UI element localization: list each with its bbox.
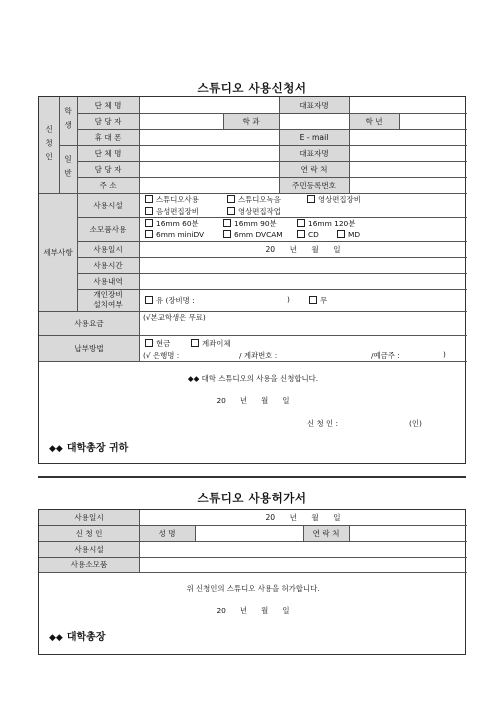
approval-form-table (38, 509, 466, 655)
approval-facilities-label: 사용시설 (39, 541, 139, 557)
payment-transfer-option[interactable]: 계좌이체 (191, 338, 231, 349)
checkbox-icon (145, 207, 153, 215)
approval-name-label: 성 명 (139, 525, 195, 541)
consumable-option-md[interactable]: MD (337, 230, 360, 239)
student-org-label: 단 체 명 (77, 97, 139, 113)
student-mobile-label: 휴 대 폰 (77, 129, 139, 145)
general-org-field[interactable] (139, 145, 279, 161)
student-group-label: 학생 (63, 107, 73, 135)
student-org-field[interactable] (139, 97, 279, 113)
checkbox-icon (145, 219, 153, 227)
general-contact-label: 연 락 처 (279, 161, 349, 177)
approval-usage-date-field[interactable]: 20 년 월 일 (265, 513, 341, 522)
facility-option-studio[interactable]: 스튜디오사용 (145, 194, 199, 205)
personal-equipment-yes-option[interactable]: 유 (장비명 : (145, 295, 195, 306)
general-group-cell (59, 145, 77, 193)
personal-equipment-close-paren: ) (287, 295, 290, 304)
payment-account-number: / 계좌번호 : (239, 351, 278, 360)
general-manager-label: 담 당 자 (77, 161, 139, 177)
general-rep-label: 대표자명 (279, 145, 349, 161)
approval-applicant-label: 신 청 인 (39, 525, 139, 541)
checkbox-icon (191, 339, 199, 347)
general-manager-field[interactable] (139, 161, 279, 177)
checkbox-icon (309, 296, 317, 304)
approval-consumables-label: 사용소모품 (39, 557, 139, 572)
facility-option-audio-editing-equipment[interactable]: 음성편집장비 (145, 206, 199, 217)
payment-bank-name: (√ 은행명 : (143, 351, 180, 360)
diamond-icon: ◆◆ (49, 633, 63, 643)
student-manager-label: 담 당 자 (77, 113, 139, 129)
consumables-label: 소모품사용 (77, 217, 139, 241)
checkbox-icon (297, 219, 305, 227)
application-statement: ◆◆ 대학 스튜디오의 사용을 신청합니다. (187, 374, 319, 383)
checkbox-icon (223, 219, 231, 227)
applicant-signature-label: 신 청 인 : (307, 419, 338, 428)
personal-equipment-no-option[interactable]: 무 (309, 295, 327, 306)
usage-time-label: 사용시간 (77, 257, 139, 273)
general-contact-field[interactable] (349, 161, 467, 177)
application-recipient: ◆◆ 대학총장 귀하 (49, 443, 129, 454)
student-year-field[interactable] (399, 113, 467, 129)
student-dept-label: 학 과 (223, 113, 279, 129)
approval-contact-field[interactable] (349, 525, 467, 541)
payment-label: 납부방법 (39, 335, 139, 361)
approval-date-line: 20 년 월 일 (216, 606, 290, 615)
checkbox-icon (223, 230, 231, 238)
application-date-line: 20 년 월 일 (216, 396, 290, 405)
approval-contact-label: 연 락 처 (303, 525, 349, 541)
applicant-group-label: 신청인 (44, 124, 54, 166)
fee-note: (√본교학생은 무료) (143, 313, 206, 322)
application-form-table (38, 96, 466, 464)
applicant-seal: (인) (409, 419, 422, 428)
checkbox-icon (145, 195, 153, 203)
facility-option-video-editing-work[interactable]: 영상편집작업 (227, 206, 281, 217)
student-manager-field[interactable] (139, 113, 223, 129)
approval-consumables-field[interactable] (139, 557, 467, 572)
general-rep-field[interactable] (349, 145, 467, 161)
student-year-label: 학 년 (349, 113, 399, 129)
checkbox-icon (297, 230, 305, 238)
fee-label: 사용요금 (39, 311, 139, 335)
diamond-icon: ◆◆ (49, 444, 63, 454)
approval-name-field[interactable] (195, 525, 303, 541)
approval-recipient: ◆◆ 대학총장 (49, 632, 106, 643)
checkbox-icon (145, 230, 153, 238)
general-group-label: 일반 (63, 155, 73, 183)
general-org-label: 단 체 명 (77, 145, 139, 161)
details-group-label: 세부사항 (39, 193, 77, 311)
checkbox-icon (337, 230, 345, 238)
payment-cash-option[interactable]: 현금 (145, 338, 170, 349)
student-group-cell (59, 97, 77, 145)
consumable-option-16mm-90[interactable]: 16mm 90분 (223, 218, 277, 229)
checkbox-icon (227, 195, 235, 203)
usage-date-label: 사용일시 (77, 241, 139, 257)
consumable-option-dvcam[interactable]: 6mm DVCAM (223, 230, 283, 239)
form-separator (38, 476, 466, 478)
student-mobile-field[interactable] (139, 129, 279, 145)
general-id-label: 주민등록번호 (279, 177, 349, 193)
approval-form-title: 스튜디오 사용허가서 (197, 491, 307, 505)
payment-account-holder: /예금주 : (371, 351, 400, 360)
approval-facilities-field[interactable] (139, 541, 467, 557)
consumable-option-minidv[interactable]: 6mm miniDV (145, 230, 204, 239)
student-rep-label: 대표자명 (279, 97, 349, 113)
general-id-field[interactable] (349, 177, 467, 193)
payment-close-paren: ) (443, 350, 446, 359)
usage-time-field[interactable] (139, 257, 467, 273)
consumable-option-16mm-120[interactable]: 16mm 120분 (297, 218, 355, 229)
student-rep-field[interactable] (349, 97, 467, 113)
approval-usage-date-label: 사용일시 (39, 510, 139, 525)
student-dept-field[interactable] (279, 113, 349, 129)
general-address-label: 주 소 (77, 177, 139, 193)
usage-content-field[interactable] (139, 273, 467, 289)
checkbox-icon (145, 339, 153, 347)
application-form-title: 스튜디오 사용신청서 (197, 81, 307, 95)
approval-statement: 위 신청인의 스튜디오 사용을 허가합니다. (186, 584, 320, 593)
facilities-label: 사용시설 (77, 193, 139, 217)
consumable-option-cd[interactable]: CD (297, 230, 319, 239)
applicant-group-cell (39, 97, 59, 193)
general-address-field[interactable] (139, 177, 279, 193)
student-email-label: E - mail (279, 129, 349, 145)
checkbox-icon (307, 195, 315, 203)
consumable-option-16mm-60[interactable]: 16mm 60분 (145, 218, 199, 229)
student-email-field[interactable] (349, 129, 467, 145)
personal-equipment-label: 개인장비 설치여부 (77, 289, 139, 311)
facility-option-recording[interactable]: 스튜디오녹음 (227, 194, 281, 205)
usage-date-field[interactable]: 20 년 월 일 (265, 244, 341, 254)
facility-option-video-editing-equipment[interactable]: 영상편집장비 (307, 194, 361, 205)
checkbox-icon (145, 296, 153, 304)
checkbox-icon (227, 207, 235, 215)
usage-content-label: 사용내역 (77, 273, 139, 289)
